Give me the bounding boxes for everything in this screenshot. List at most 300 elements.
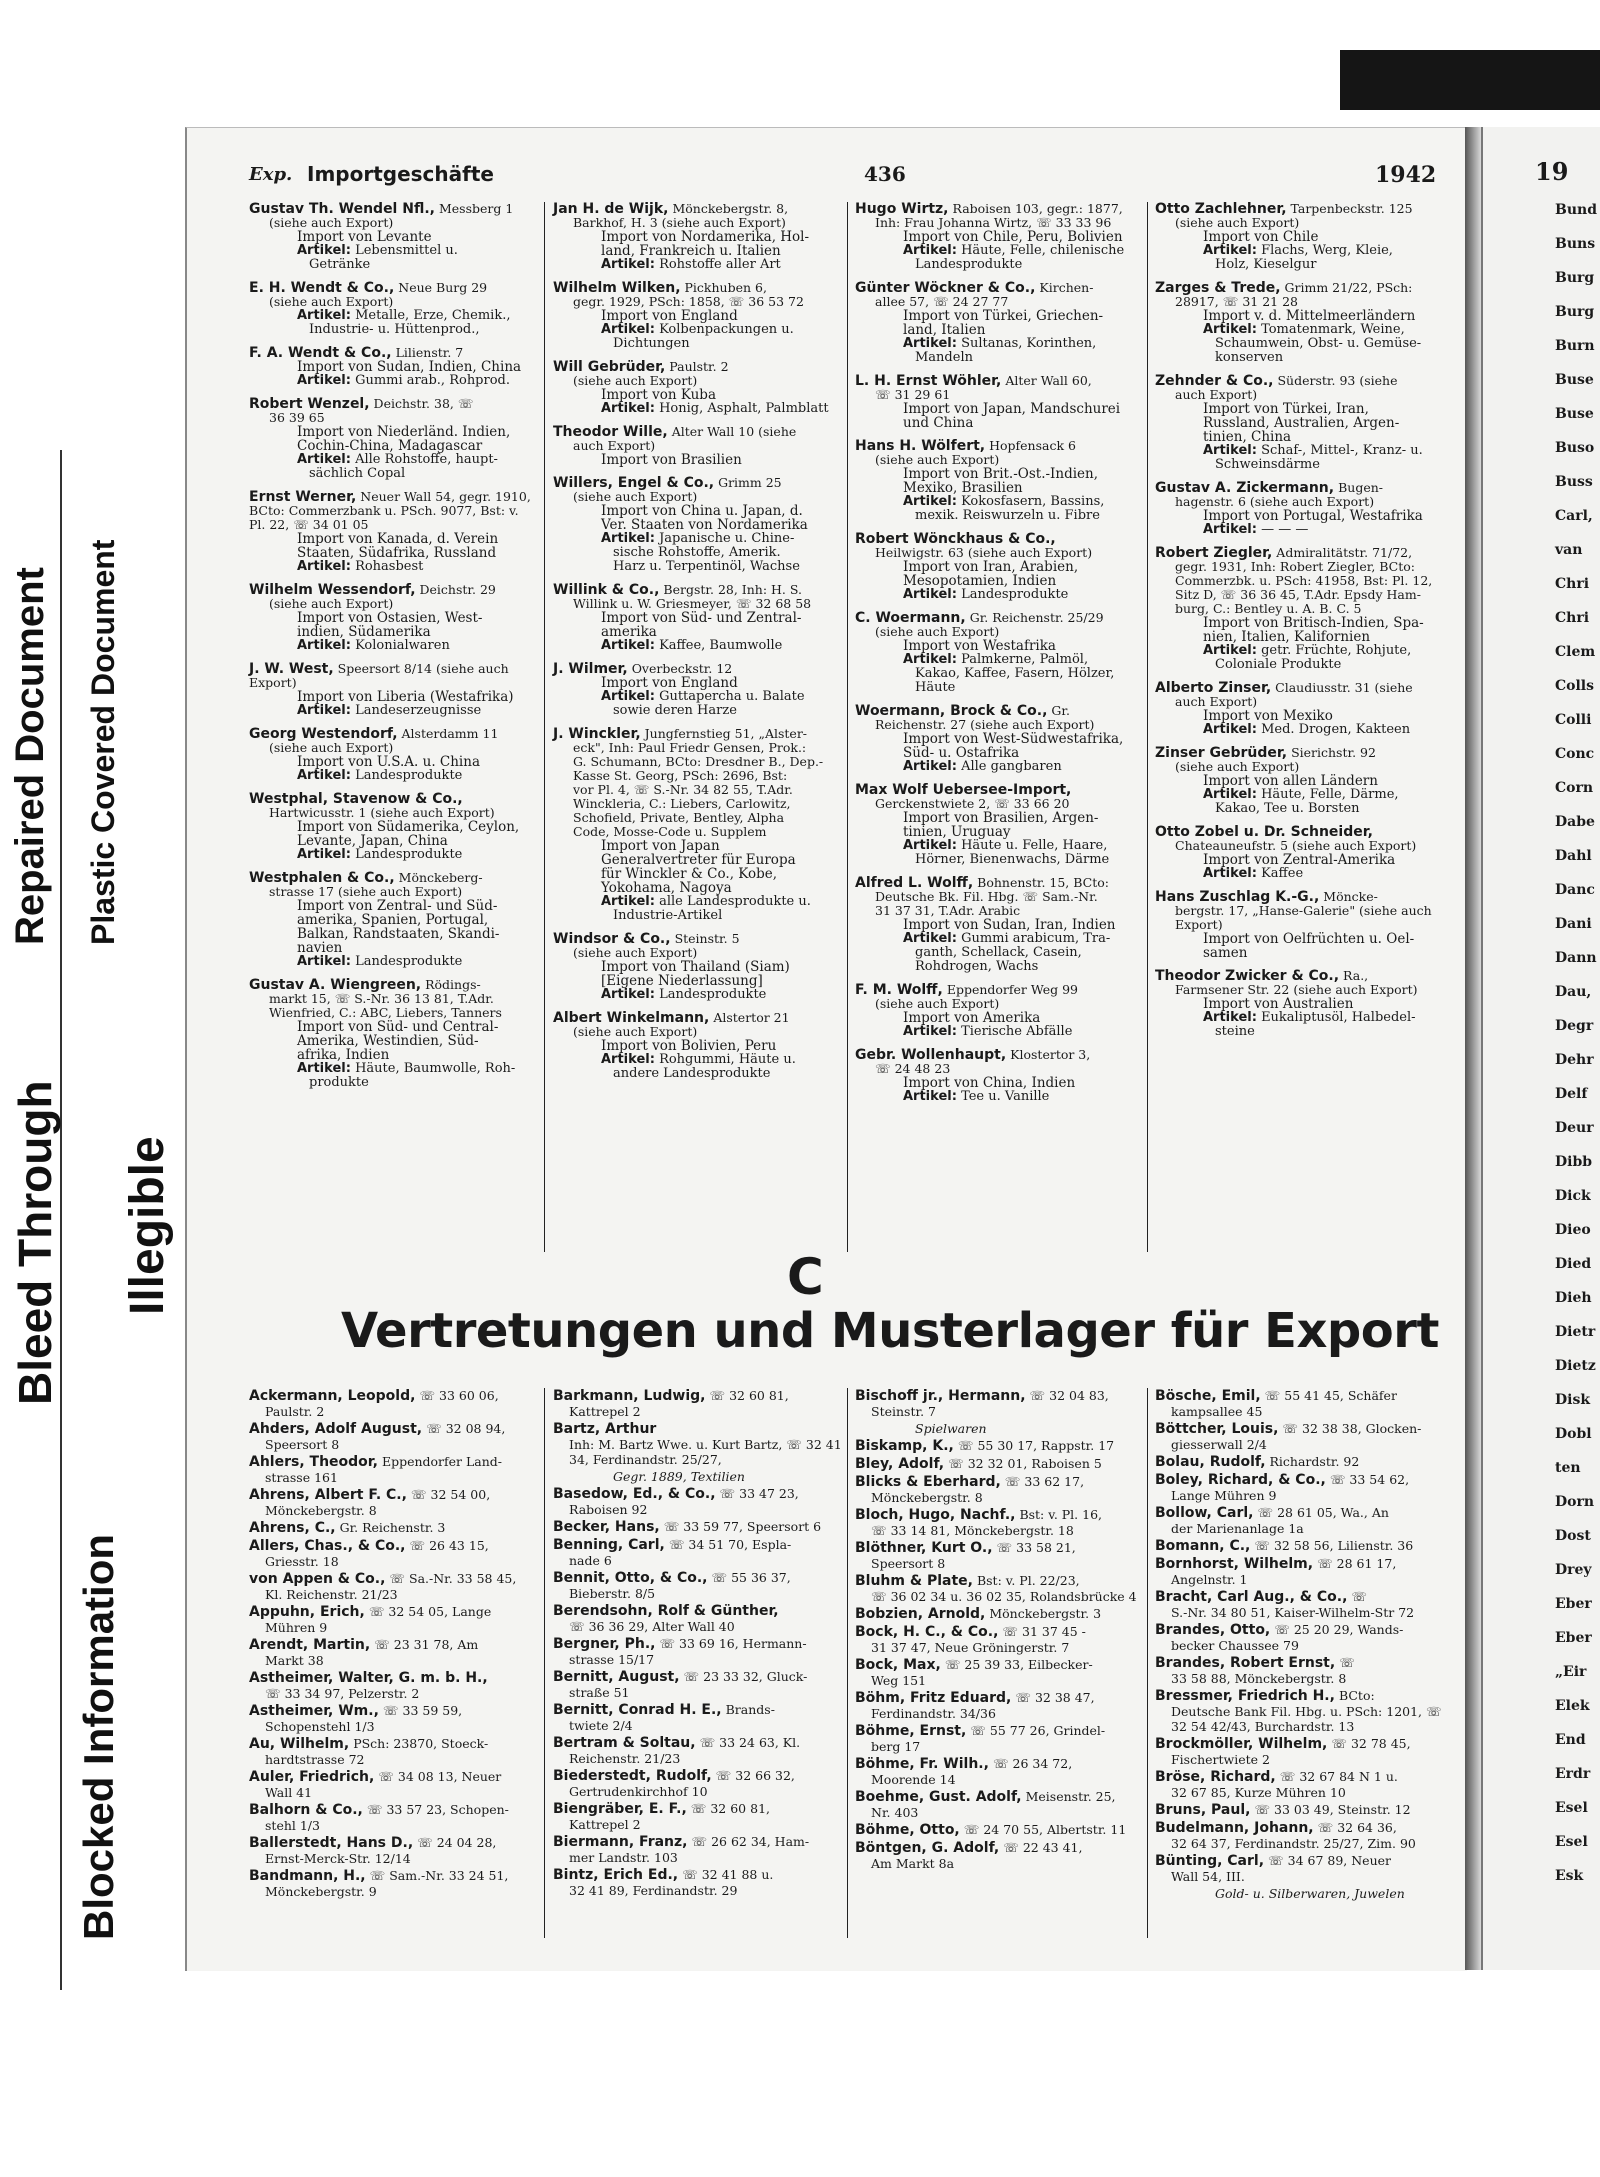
artikel-label: Artikel: <box>903 838 957 853</box>
rep-name: Bernitt, August, <box>553 1669 680 1685</box>
company-name: Theodor Wille, <box>553 424 668 440</box>
rep-entry <box>1155 1688 1445 1734</box>
import-line: Import von Kuba <box>601 387 716 403</box>
company-name: Max Wolf Uebersee-Import, <box>855 782 1072 798</box>
artikel-label: Artikel: <box>903 1089 957 1104</box>
company-heading <box>553 727 838 741</box>
company-name: Robert Wönckhaus & Co., <box>855 531 1056 547</box>
adjacent-entry: Dost <box>1555 1528 1591 1544</box>
rep-name: Bröse, Richard, <box>1155 1769 1276 1785</box>
import-line: Import von England <box>601 675 738 691</box>
rep-contact: ☏ 32 08 94, <box>426 1421 506 1436</box>
artikel-text: Med. Drogen, Kakteen <box>1261 722 1411 737</box>
artikel-line <box>249 467 534 481</box>
rep-name: Au, Wilhelm, <box>249 1736 350 1752</box>
header-year: 1942 <box>1375 162 1437 188</box>
company-entry <box>249 662 534 718</box>
rep-name: Biermann, Franz, <box>553 1834 688 1850</box>
artikel-line <box>249 704 534 718</box>
import-line: Import von U.S.A. u. China <box>297 754 480 770</box>
company-name: Theodor Zwicker & Co., <box>1155 968 1340 984</box>
company-heading <box>553 425 838 439</box>
adjacent-entry: Colli <box>1555 712 1592 728</box>
artikel-text: Kolonialwaren <box>355 638 450 653</box>
rep-address: Bieberstr. 8/5 <box>569 1586 656 1601</box>
rep-address: Reichenstr. 21/23 <box>569 1751 681 1766</box>
rep-entry <box>1155 1505 1445 1536</box>
adjacent-entry: Eber <box>1555 1630 1592 1646</box>
import-line: Import von West-Südwestafrika, <box>903 731 1124 747</box>
rep-name: Biengräber, E. F., <box>553 1801 687 1817</box>
artikel-text: konserven <box>1215 350 1284 365</box>
company-address: Admiralitätstr. 71/72, <box>1276 545 1413 560</box>
scan-margin-bottom <box>0 2070 1600 2177</box>
artikel-label: Artikel: <box>297 847 351 862</box>
artikel-line <box>553 258 838 272</box>
company-name: Gustav Th. Wendel Nfl., <box>249 201 435 217</box>
artikel-label: Artikel: <box>297 954 351 969</box>
rep-address: ☏ 33 14 81, Mönckebergstr. 18 <box>871 1523 1074 1538</box>
company-detail: (siehe auch Export) <box>875 452 1000 467</box>
company-address: Klostertor 3, <box>1010 1047 1091 1062</box>
artikel-text: Häute, Felle, Därme, <box>1261 787 1399 802</box>
rep-address: ☏ 33 34 97, Pelzerstr. 2 <box>265 1686 420 1701</box>
company-heading <box>553 662 838 676</box>
artikel-line <box>1155 723 1440 737</box>
company-address: Mönckebergstr. 8, <box>672 201 789 216</box>
company-detail: ☏ 24 48 23 <box>875 1061 951 1076</box>
rep-address: Am Markt 8a <box>871 1856 955 1871</box>
rep-name: Bock, H. C., & Co., <box>855 1624 999 1640</box>
company-name: Gustav A. Zickermann, <box>1155 480 1335 496</box>
rep-column-3 <box>855 1388 1145 1948</box>
rep-address: hardtstrasse 72 <box>265 1752 365 1767</box>
rep-address: mer Landstr. 103 <box>569 1850 678 1865</box>
rep-name: Bley, Adolf, <box>855 1456 945 1472</box>
artikel-line <box>249 323 534 337</box>
artikel-line <box>553 988 838 1002</box>
rep-contact: ☏ 33 47 23, <box>719 1486 799 1501</box>
import-line: Import von Chile <box>1203 229 1319 245</box>
company-address: Rödings- <box>425 977 481 992</box>
company-heading <box>249 978 534 992</box>
company-detail: (siehe auch Export) <box>573 1024 698 1039</box>
import-line: Import von China u. Japan, d. <box>601 503 803 519</box>
company-heading <box>249 871 534 885</box>
company-heading <box>1155 481 1440 495</box>
artikel-line <box>553 639 838 653</box>
company-detail: strasse 17 (siehe auch Export) <box>269 884 463 899</box>
rep-address: Mönckebergstr. 8 <box>871 1490 983 1505</box>
rep-address: nade 6 <box>569 1553 612 1568</box>
company-heading <box>553 932 838 946</box>
rep-name: Böhme, Fr. Wilh., <box>855 1756 989 1772</box>
artikel-line <box>553 560 838 574</box>
rep-contact: ☏ 55 30 17, Rappstr. 17 <box>957 1438 1115 1453</box>
company-entry <box>249 490 534 574</box>
rep-column-2 <box>553 1388 843 1948</box>
rep-contact: ☏ 23 33 32, Gluck- <box>683 1669 808 1684</box>
rep-contact: ☏ 24 70 55, Albertstr. 11 <box>963 1822 1127 1837</box>
artikel-label: Artikel: <box>903 494 957 509</box>
artikel-text: Alle gangbaren <box>961 759 1062 774</box>
rep-contact: Bst: v. Pl. 16, <box>1019 1507 1103 1522</box>
label-bleed-through: Bleed Through <box>9 1080 61 1405</box>
company-detail: Kasse St. Georg, PSch: 2696, Bst: <box>573 768 788 783</box>
company-detail: auch Export) <box>1175 387 1258 402</box>
company-name: Robert Ziegler, <box>1155 545 1273 561</box>
company-address: Sierichstr. 92 <box>1291 745 1376 760</box>
rep-contact: ☏ 22 43 41, <box>1003 1840 1083 1855</box>
company-detail: Chateauneufstr. 5 (siehe auch Export) <box>1175 838 1417 853</box>
company-address: Tarpenbeckstr. 125 <box>1290 201 1413 216</box>
rep-contact: ☏ 25 39 33, Eilbecker- <box>944 1657 1093 1672</box>
company-heading <box>553 1011 838 1025</box>
company-detail: (siehe auch Export) <box>269 740 394 755</box>
import-line: Import von Sudan, Iran, Indien <box>903 917 1116 933</box>
rep-contact: ☏ Sam.-Nr. 33 24 51, <box>369 1868 509 1883</box>
import-line: Yokohama, Nagoya <box>601 880 732 896</box>
rep-contact: ☏ 33 24 63, Kl. <box>699 1735 801 1750</box>
company-heading <box>855 439 1140 453</box>
artikel-text: Japanische u. Chine- <box>659 531 795 546</box>
rep-name: Ballerstedt, Hans D., <box>249 1835 414 1851</box>
company-entry <box>855 876 1140 974</box>
company-address: Möncke- <box>1323 889 1378 904</box>
artikel-text: — — — <box>1261 522 1309 537</box>
rep-name: Auler, Friedrich, <box>249 1769 375 1785</box>
company-detail: 28917, ☏ 31 21 28 <box>1175 294 1298 309</box>
artikel-text: Palmkerne, Palmöl, <box>961 652 1089 667</box>
company-entry <box>1155 281 1440 365</box>
page-header <box>249 160 1439 188</box>
rep-address: ☏ 36 02 34 u. 36 02 35, Rolandsbrücke 4 <box>871 1589 1137 1604</box>
rep-name: Ahrens, Albert F. C., <box>249 1487 407 1503</box>
artikel-line <box>1155 244 1440 258</box>
adjacent-entry: Buns <box>1555 236 1596 252</box>
company-address: Eppendorfer Weg 99 <box>946 982 1078 997</box>
artikel-text: Kaffee <box>1261 866 1304 881</box>
artikel-line <box>553 909 838 923</box>
rep-contact: ☏ 25 20 29, Wands- <box>1274 1622 1404 1637</box>
company-heading <box>249 583 534 597</box>
company-detail: auch Export) <box>573 438 656 453</box>
company-detail: hagenstr. 6 (siehe auch Export) <box>1175 494 1375 509</box>
company-detail: Commerzbk. u. PSch: 41958, Bst: Pl. 12, <box>1175 573 1433 588</box>
rep-name: Astheimer, Walter, G. m. b. H., <box>249 1670 488 1686</box>
company-entry <box>855 1048 1140 1104</box>
import-line: Import von Südamerika, Ceylon, <box>297 819 520 835</box>
company-address: Bohnenstr. 15, BCto: <box>977 875 1109 890</box>
rep-entry <box>553 1570 843 1601</box>
rep-name: Bünting, Carl, <box>1155 1853 1265 1869</box>
rep-contact: ☏ 33 59 77, Speersort 6 <box>663 1519 822 1534</box>
artikel-line <box>553 532 838 546</box>
company-heading <box>1155 681 1440 695</box>
rep-name: Böhm, Fritz Eduard, <box>855 1690 1012 1706</box>
import-line: Import v. d. Mittelmeerländern <box>1203 308 1416 324</box>
rep-entry <box>855 1456 1145 1472</box>
company-heading <box>855 532 1140 546</box>
adjacent-entry: Degr <box>1555 1018 1594 1034</box>
artikel-label: Artikel: <box>601 531 655 546</box>
import-line: Import von England <box>601 308 738 324</box>
company-entry <box>249 792 534 862</box>
company-detail: Deutsche Bk. Fil. Hbg. ☏ Sam.-Nr. <box>875 889 1098 904</box>
rep-entry <box>1155 1820 1445 1851</box>
artikel-text: Häute <box>915 680 956 695</box>
adjacent-entry: Buss <box>1555 474 1593 490</box>
company-entry <box>855 611 1140 695</box>
rep-name: Astheimer, Wm., <box>249 1703 379 1719</box>
artikel-line <box>553 895 838 909</box>
import-line: Import von Britisch-Indien, Spa- <box>1203 615 1424 631</box>
rep-contact: ☏ 31 37 45 - <box>1002 1624 1086 1639</box>
artikel-label: Artikel: <box>601 257 655 272</box>
rep-contact: ☏ 32 64 36, <box>1317 1820 1397 1835</box>
artikel-text: Schaumwein, Obst- u. Gemüse- <box>1215 336 1422 351</box>
rep-entry <box>249 1538 539 1569</box>
rep-contact: ☏ 34 51 70, Espla- <box>668 1537 792 1552</box>
company-name: J. Wilmer, <box>553 661 628 677</box>
artikel-line <box>855 258 1140 272</box>
company-entry <box>553 281 838 351</box>
company-address: Raboisen 103, gegr.: 1877, <box>952 201 1123 216</box>
company-entry <box>249 727 534 783</box>
company-address: Lilienstr. 7 <box>395 345 464 360</box>
rep-contact: ☏ 33 69 16, Hermann- <box>659 1636 807 1651</box>
company-heading <box>553 583 838 597</box>
rep-name: Biederstedt, Rudolf, <box>553 1768 712 1784</box>
rep-entry <box>553 1603 843 1634</box>
company-entry <box>855 532 1140 602</box>
artikel-label: Artikel: <box>297 768 351 783</box>
import-line: Import von Japan, Mandschurei <box>903 401 1121 417</box>
company-detail: Gerckenstwiete 2, ☏ 33 66 20 <box>875 796 1070 811</box>
artikel-line <box>855 495 1140 509</box>
rep-entry <box>855 1840 1145 1871</box>
rep-entry <box>855 1438 1145 1454</box>
rep-contact: ☏ 55 36 37, <box>711 1570 791 1585</box>
column-rule <box>847 202 848 1252</box>
adjacent-entry: Burg <box>1555 304 1595 320</box>
artikel-line <box>553 402 838 416</box>
adjacent-entry: Dieh <box>1555 1290 1592 1306</box>
artikel-text: Kakao, Tee u. Borsten <box>1215 801 1360 816</box>
rep-address: Mönckebergstr. 8 <box>265 1503 377 1518</box>
rep-contact: ☏ <box>1351 1589 1368 1604</box>
rep-contact: ☏ 32 38 47, <box>1015 1690 1095 1705</box>
rep-entry <box>553 1469 843 1484</box>
rep-address: 32 41 89, Ferdinandstr. 29 <box>569 1883 738 1898</box>
company-heading <box>1155 969 1440 983</box>
company-name: Hans H. Wölfert, <box>855 438 986 454</box>
document-page <box>185 127 1467 1971</box>
rep-address: Gertrudenkirchhof 10 <box>569 1784 708 1799</box>
rep-name: Brockmöller, Wilhelm, <box>1155 1736 1328 1752</box>
representation-listings <box>249 1388 1445 1948</box>
artikel-text: Häute, Baumwolle, Roh- <box>355 1061 516 1076</box>
company-address: Claudiusstr. 31 (siehe <box>1275 680 1413 695</box>
company-address: Alstertor 21 <box>713 1010 790 1025</box>
artikel-line <box>855 681 1140 695</box>
import-line: Import von China, Indien <box>903 1075 1076 1091</box>
rep-entry <box>249 1736 539 1767</box>
artikel-line <box>855 946 1140 960</box>
company-name: J. W. West, <box>249 661 334 677</box>
artikel-line <box>1155 644 1440 658</box>
import-line: Import von Süd- und Central- <box>297 1019 499 1035</box>
rep-entry <box>249 1520 539 1536</box>
rep-name: Appuhn, Erich, <box>249 1604 365 1620</box>
artikel-label: Artikel: <box>903 759 957 774</box>
company-detail: Schofield, Private, Bentley, Alpha <box>573 810 785 825</box>
artikel-line <box>249 258 534 272</box>
rep-address: Kattrepel 2 <box>569 1404 641 1419</box>
rep-entry <box>553 1486 843 1517</box>
rep-entry <box>1155 1655 1445 1686</box>
artikel-line <box>855 853 1140 867</box>
listing-column-2 <box>553 202 838 1262</box>
rep-address: berg 17 <box>871 1739 921 1754</box>
company-entry <box>249 583 534 653</box>
rep-entry <box>1155 1472 1445 1503</box>
company-address: Hopfensack 6 <box>989 438 1076 453</box>
company-entry <box>249 346 534 388</box>
company-detail: burg, C.: Bentley u. A. B. C. 5 <box>1175 601 1362 616</box>
import-line: tinien, China <box>1203 429 1292 445</box>
rep-entry <box>855 1474 1145 1505</box>
company-heading <box>249 727 534 741</box>
company-name: Alfred L. Wolff, <box>855 875 974 891</box>
rep-entry <box>249 1769 539 1800</box>
rep-contact: BCto: <box>1338 1688 1375 1703</box>
adjacent-entry: Deur <box>1555 1120 1594 1136</box>
rep-address: strasse 15/17 <box>569 1652 655 1667</box>
company-entry <box>1155 969 1440 1039</box>
column-rule <box>847 1388 848 1938</box>
rep-address: 32 64 37, Ferdinandstr. 25/27, Zim. 90 <box>1171 1836 1416 1851</box>
company-heading <box>553 281 838 295</box>
artikel-label: Artikel: <box>297 559 351 574</box>
rep-entry <box>553 1388 843 1419</box>
artikel-text: Landesprodukte <box>355 768 463 783</box>
company-heading <box>249 792 534 806</box>
import-line: Import von Portugal, Westafrika <box>1203 508 1423 524</box>
rep-column-1 <box>249 1388 539 1948</box>
rep-entry <box>249 1571 539 1602</box>
artikel-line <box>855 351 1140 365</box>
import-line: und China <box>903 415 974 431</box>
rep-entry <box>1155 1886 1445 1901</box>
rep-name: Bolau, Rudolf, <box>1155 1454 1266 1470</box>
import-line: nien, Italien, Kalifornien <box>1203 629 1371 645</box>
artikel-line <box>249 1076 534 1090</box>
column-rule <box>1147 202 1148 1252</box>
company-address: Jungfernstieg 51, „Alster- <box>644 726 808 741</box>
company-entry <box>249 978 534 1090</box>
rep-address: Wall 54, III. <box>1171 1869 1245 1884</box>
company-detail: Sitz D, ☏ 36 36 45, T.Adr. Epsdy Ham- <box>1175 587 1421 602</box>
artikel-label: Artikel: <box>1203 443 1257 458</box>
artikel-text: Holz, Kieselgur <box>1215 257 1317 272</box>
artikel-label: Artikel: <box>297 703 351 718</box>
company-name: Georg Westendorf, <box>249 726 398 742</box>
artikel-text: Getränke <box>309 257 371 272</box>
artikel-line <box>553 690 838 704</box>
rep-contact: ☏ 32 60 81, <box>690 1801 770 1816</box>
rep-address: Fischertwiete 2 <box>1171 1752 1270 1767</box>
company-heading <box>1155 374 1440 388</box>
company-address: Neue Burg 29 <box>398 280 488 295</box>
artikel-line <box>855 932 1140 946</box>
import-line: Import von Brasilien, Argen- <box>903 810 1099 826</box>
company-detail: auch Export) <box>1175 694 1258 709</box>
rep-entry <box>553 1669 843 1700</box>
rep-entry <box>249 1802 539 1833</box>
artikel-text: Eukaliptusöl, Halbedel- <box>1261 1010 1416 1025</box>
company-heading <box>855 1048 1140 1062</box>
artikel-line <box>855 588 1140 602</box>
company-heading <box>249 202 534 216</box>
adjacent-entry: Dick <box>1555 1188 1591 1204</box>
adjacent-entry: Dahl <box>1555 848 1592 864</box>
rep-address: Deutsche Bank Fil. Hbg. u. PSch: 1201, ☏ 32 54 42/43, Burchardstr. 13 <box>1171 1704 1442 1734</box>
company-address: Steinstr. 5 <box>674 931 740 946</box>
company-address: Süderstr. 93 (siehe <box>1277 373 1398 388</box>
rep-address: Lange Mühren 9 <box>1171 1488 1277 1503</box>
artikel-line <box>1155 1025 1440 1039</box>
rep-contact: ☏ 55 77 26, Grindel- <box>970 1723 1106 1738</box>
company-detail: eck", Inh: Paul Friedr Gensen, Prok.: <box>573 740 807 755</box>
company-heading <box>249 397 534 411</box>
artikel-text: mexik. Reiswurzeln u. Fibre <box>915 508 1100 523</box>
rep-name: Bruns, Paul, <box>1155 1802 1251 1818</box>
rep-entry <box>1155 1802 1445 1818</box>
rep-name: Bornhorst, Wilhelm, <box>1155 1556 1314 1572</box>
artikel-line <box>855 509 1140 523</box>
artikel-text: Kokosfasern, Bassins, <box>961 494 1105 509</box>
company-entry <box>553 932 838 1002</box>
rep-entry <box>855 1789 1145 1820</box>
adjacent-entry: Disk <box>1555 1392 1591 1408</box>
artikel-text: Honig, Asphalt, Palmblatt <box>659 401 829 416</box>
rep-name: Brandes, Robert Ernst, <box>1155 1655 1336 1671</box>
label-blocked-information: Blocked Information <box>75 1533 122 1940</box>
import-line: Import von Oelfrüchten u. Oel- <box>1203 931 1415 947</box>
artikel-line <box>1155 323 1440 337</box>
scan-dark-corner <box>1340 50 1600 110</box>
company-detail: Barkhof, H. 3 (siehe auch Export) <box>573 215 786 230</box>
rep-address: twiete 2/4 <box>569 1718 633 1733</box>
rep-name: Bischoff jr., Hermann, <box>855 1388 1026 1404</box>
import-line: Import von Kanada, d. Verein <box>297 531 499 547</box>
company-name: Gebr. Wollenhaupt, <box>855 1047 1007 1063</box>
artikel-line <box>553 1067 838 1081</box>
artikel-label: Artikel: <box>601 689 655 704</box>
adjacent-entry: Corn <box>1555 780 1594 796</box>
artikel-text: Schaf-, Mittel-, Kranz- u. <box>1261 443 1423 458</box>
rep-contact: ☏ 33 60 06, <box>419 1388 499 1403</box>
column-rule <box>544 1388 545 1938</box>
rep-entry <box>1155 1421 1445 1452</box>
rep-address: Ernst-Merck-Str. 12/14 <box>265 1851 411 1866</box>
artikel-label: Artikel: <box>297 638 351 653</box>
company-heading <box>855 983 1140 997</box>
rep-entry <box>249 1421 539 1452</box>
company-heading <box>855 281 1140 295</box>
company-entry <box>553 662 838 718</box>
